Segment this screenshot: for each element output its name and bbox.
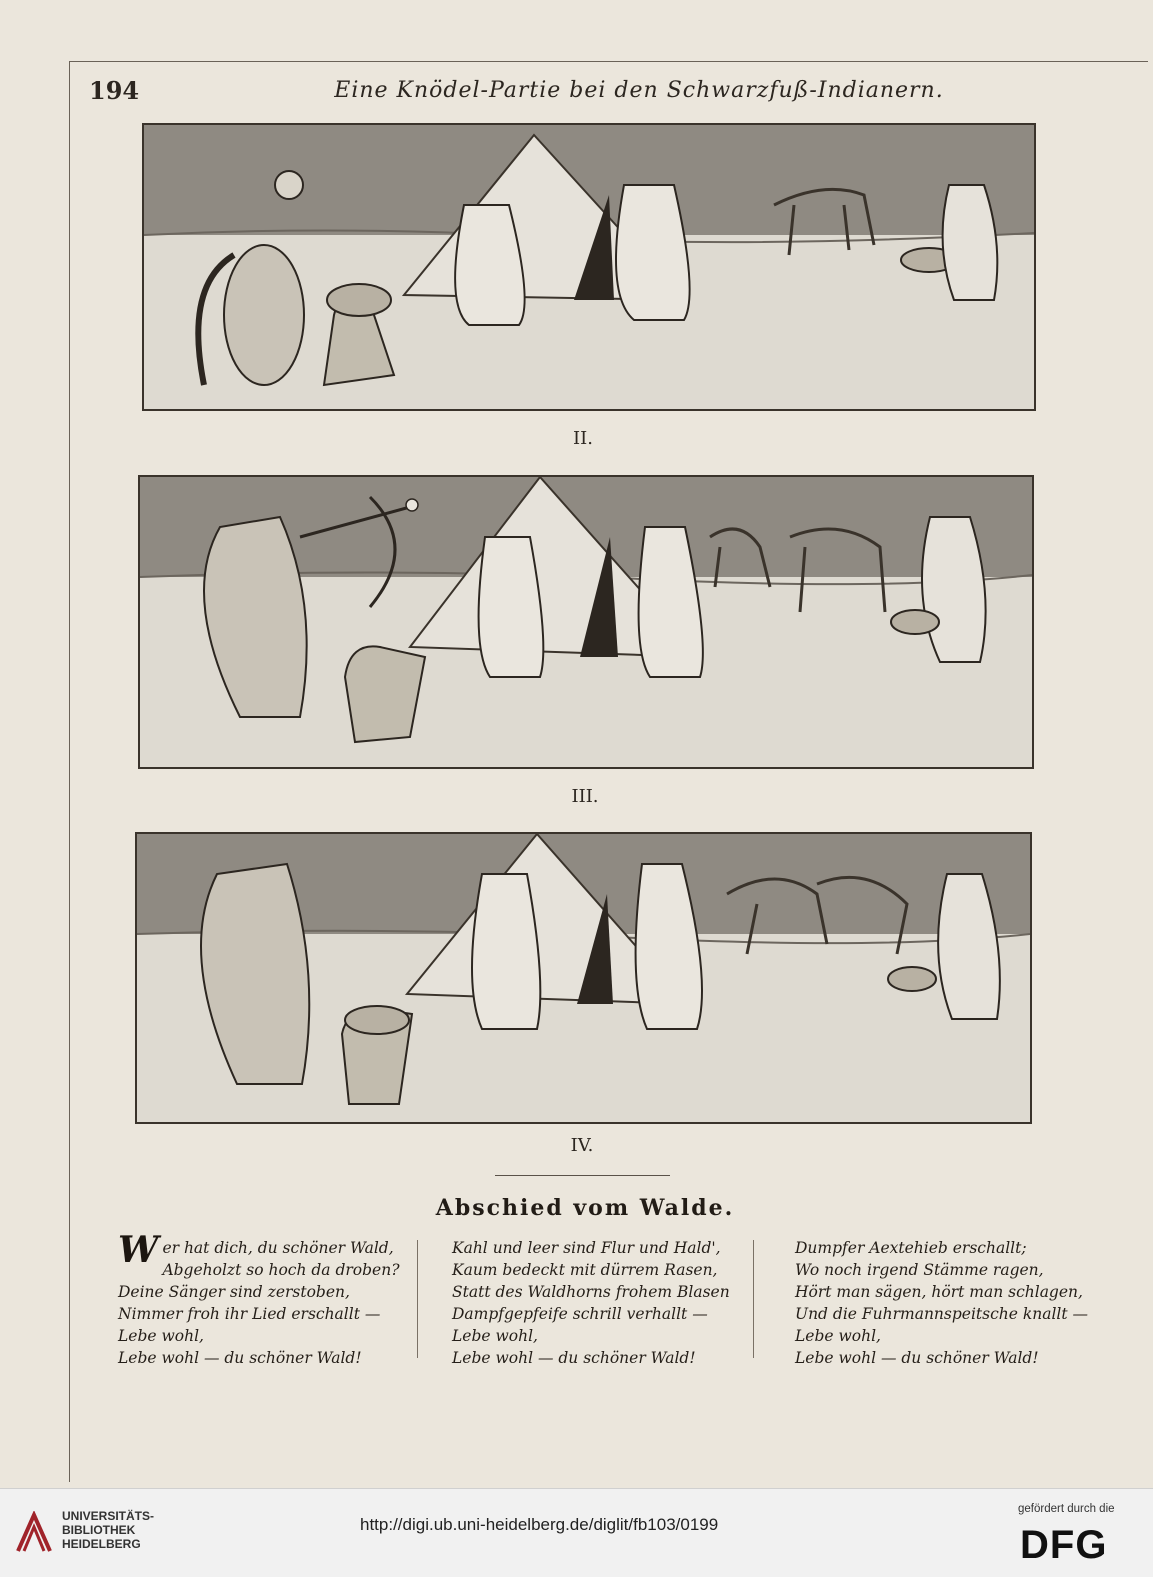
permalink-url[interactable]: http://digi.ub.uni-heidelberg.de/diglit/fb103/0199 <box>360 1515 719 1534</box>
stanza-line: Dumpfer Aextehieb erschallt; <box>795 1239 1027 1257</box>
stanza-line: Lebe wohl, <box>452 1327 538 1345</box>
stanza-line: Kaum bedeckt mit dürrem Rasen, <box>452 1261 718 1279</box>
stanza-line: Lebe wohl — du schöner Wald! <box>452 1349 696 1367</box>
stanza-line: Lebe wohl — du schöner Wald! <box>118 1349 362 1367</box>
panel-numeral-iii: III. <box>571 786 599 807</box>
poem-stanza-1 <box>118 1229 400 1369</box>
stanza-line: Lebe wohl — du schöner Wald! <box>795 1349 1039 1367</box>
stanza-line: Hört man sägen, hört man schlagen, <box>795 1283 1083 1301</box>
funding-note: gefördert durch die <box>1018 1503 1115 1515</box>
library-name-line: BIBLIOTHEK <box>62 1523 136 1537</box>
stanza-line: Und die Fuhrmannspeitsche knallt — <box>795 1305 1089 1323</box>
column-rule <box>417 1240 418 1358</box>
illustration-panel-iv <box>135 832 1032 1124</box>
illustration-panel-ii <box>142 123 1036 411</box>
stanza-line: Statt des Waldhorns frohem Blasen <box>452 1283 730 1301</box>
column-rule <box>753 1240 754 1358</box>
stanza-line: Nimmer froh ihr Lied erschallt — <box>118 1305 381 1323</box>
library-name-line: UNIVERSITÄTS- <box>62 1509 155 1523</box>
stanza-line: Deine Sänger sind zerstoben, <box>118 1283 350 1301</box>
stanza-line: Kahl und leer sind Flur und Hald', <box>452 1239 721 1257</box>
running-title: Eine Knödel-Partie bei den Schwarzfuß-Indianern. <box>334 78 944 103</box>
stanza-line: Lebe wohl, <box>118 1327 204 1345</box>
panel-ii-drawing <box>144 125 1034 409</box>
dropcap-letter: W <box>118 1229 159 1271</box>
panel-iii-drawing <box>140 477 1032 767</box>
library-name-line: HEIDELBERG <box>62 1537 141 1551</box>
panel-numeral-ii: II. <box>573 428 593 449</box>
stanza-line: Abgeholzt so hoch da droben? <box>162 1261 400 1279</box>
panel-numeral-iv: IV. <box>570 1135 594 1156</box>
footer-bar <box>0 1488 1153 1577</box>
stanza-line: Lebe wohl, <box>795 1327 881 1345</box>
dfg-logo: DFG <box>1020 1523 1108 1567</box>
section-divider <box>495 1175 670 1176</box>
page-number: 194 <box>89 76 140 105</box>
poem-title: Abschied vom Walde. <box>435 1195 735 1221</box>
university-logo-icon <box>14 1511 54 1555</box>
panel-iv-drawing <box>137 834 1030 1122</box>
page-header <box>69 62 1147 122</box>
illustration-panel-iii <box>138 475 1034 769</box>
stanza-line: Dampfgepfeife schrill verhallt — <box>452 1305 708 1323</box>
poem-stanza-2 <box>452 1237 730 1369</box>
stanza-line: er hat dich, du schöner Wald, <box>162 1239 394 1257</box>
stanza-line: Wo noch irgend Stämme ragen, <box>795 1261 1044 1279</box>
poem-stanza-3 <box>795 1237 1088 1369</box>
library-name <box>62 1509 154 1551</box>
